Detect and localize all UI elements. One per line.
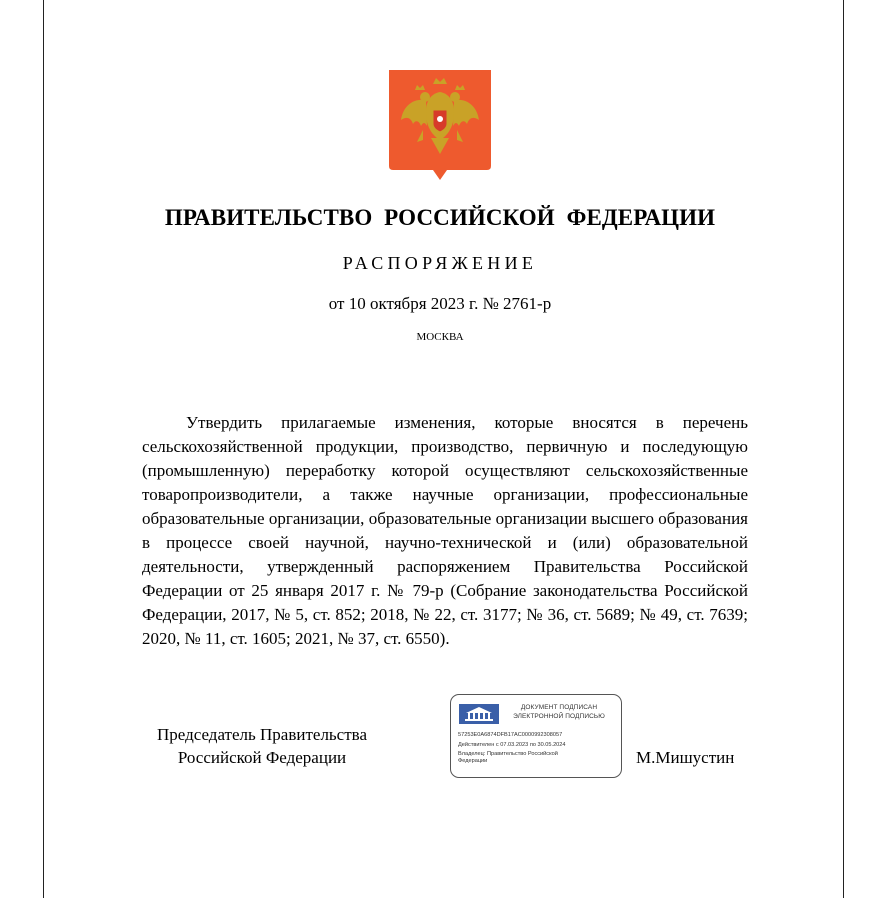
esign-header-line2: ЭЛЕКТРОННОЙ ПОДПИСЬЮ	[513, 713, 605, 720]
esign-header-line1: ДОКУМЕНТ ПОДПИСАН	[520, 704, 598, 711]
signer-name: М.Мишустин	[636, 748, 735, 767]
esign-owner-line1: Владелец: Правительство Российской	[458, 751, 558, 757]
signer-position-line1: Председатель Правительства	[156, 725, 368, 744]
page-right-edge	[843, 0, 844, 898]
document-type: РАСПОРЯЖЕНИЕ	[342, 253, 538, 273]
order-body-text: Утвердить прилагаемые изменения, которые вносятся в перечень сельскохозяйственной продукции, производство, первичную и последующую (промышленную) переработку которой осуществляют сельскохозяйственные товаропроизводители, а также научные организации, профессиональные образовательные организации, образовательные организации высшего образования в процессе своей научной, научно-технической и (или) образовательной деятельности, утвержденный распоряжением Правительства Российской Федерации от 25 января 2017 г. № 79-р (Собрание законодательства Российской Федерации, 2017, № 5, ст. 852; 2018, № 22, ст. 3177; № 36, ст. 5689; № 49, ст. 7639; 2020, № 11, ст. 1605; 2021, № 37, ст. 6550).	[142, 413, 748, 648]
document-date-number: от 10 октября 2023 г. № 2761-р	[328, 294, 552, 313]
organization-title: ПРАВИТЕЛЬСТВО РОССИЙСКОЙ ФЕДЕРАЦИИ	[164, 205, 716, 230]
coat-of-arms-icon	[389, 70, 491, 180]
page-left-edge	[43, 0, 44, 898]
esign-owner-line2: Федерации	[458, 758, 488, 764]
signer-position	[142, 723, 382, 769]
esign-serial: 57253E0A6874DFB17AC0000992308057	[458, 732, 563, 738]
government-building-icon	[459, 704, 499, 724]
signer-position-line2: Российской Федерации	[177, 748, 347, 767]
document-city: МОСКВА	[416, 331, 464, 343]
electronic-signature-stamp	[450, 694, 622, 778]
esign-validity: Действителен с 07.03.2023 по 30.05.2024	[458, 742, 566, 748]
esign-owner	[458, 751, 558, 765]
esign-header	[503, 703, 615, 721]
